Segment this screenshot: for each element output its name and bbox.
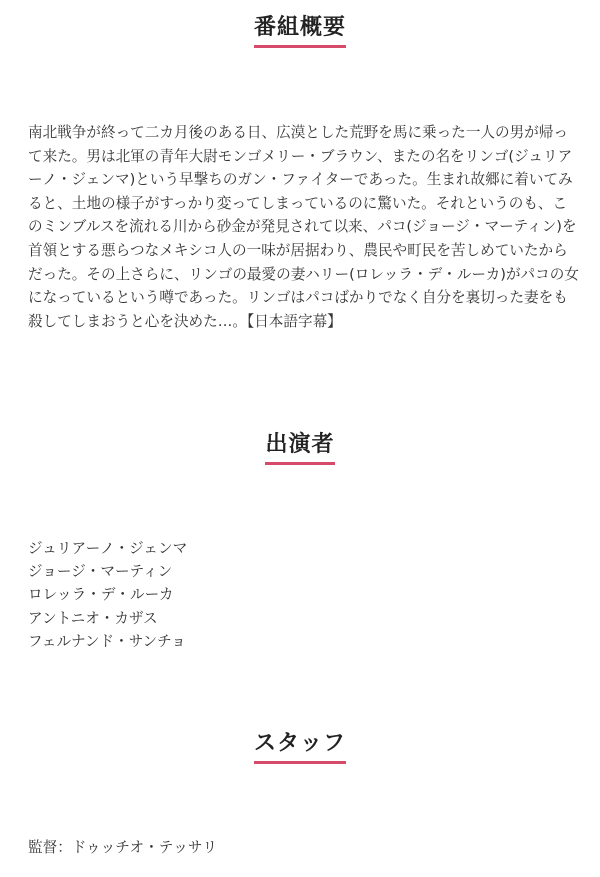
program-overview-title: 番組概要 <box>254 13 346 48</box>
cast-member: ロレッラ・デ・ルーカ <box>28 586 174 604</box>
staff-member: 監督：ドゥッチオ・テッサリ <box>28 839 218 856</box>
cast-member: フェルナンド・サンチョ <box>28 632 186 650</box>
staff-title: スタッフ <box>254 729 346 764</box>
program-overview-heading <box>0 13 600 48</box>
cast-member: ジュリアーノ・ジェンマ <box>28 540 188 557</box>
cast-list <box>28 537 187 653</box>
program-synopsis: 南北戦争が終って二カ月後のある日、広漠とした荒野を馬に乗った一人の男が帰って来た。男は北軍の青年大尉モンゴメリー・ブラウン、またの名をリンゴ(ジュリアーノ・ジェンマ)という早撃ちのガン・ファイターであった。生まれ故郷に着いてみると、土地の様子がすっかり変ってしまっているのに驚いた。それというのも、このミンブルスを流れる川から砂金が発見されて以来、パコ(ジョージ・マーティン)を首領とする悪らつなメキシコ人の一味が居据わり、農民や町民を苦しめていたからだった。その上さらに、リンゴの最愛の妻ハリー(ロレッラ・デ・ルーカ)がパコの女になっているという噂であった。リンゴはパコばかりでなく自分を裏切った妻をも殺してしまおうと心を決めた…。【日本語字幕】 <box>28 124 579 330</box>
cast-member: アントニオ・カザス <box>28 609 158 627</box>
cast-heading <box>0 430 600 465</box>
staff-list <box>28 836 217 859</box>
staff-heading <box>0 729 600 764</box>
cast-member: ジョージ・マーティン <box>28 563 173 581</box>
cast-title: 出演者 <box>265 430 334 465</box>
